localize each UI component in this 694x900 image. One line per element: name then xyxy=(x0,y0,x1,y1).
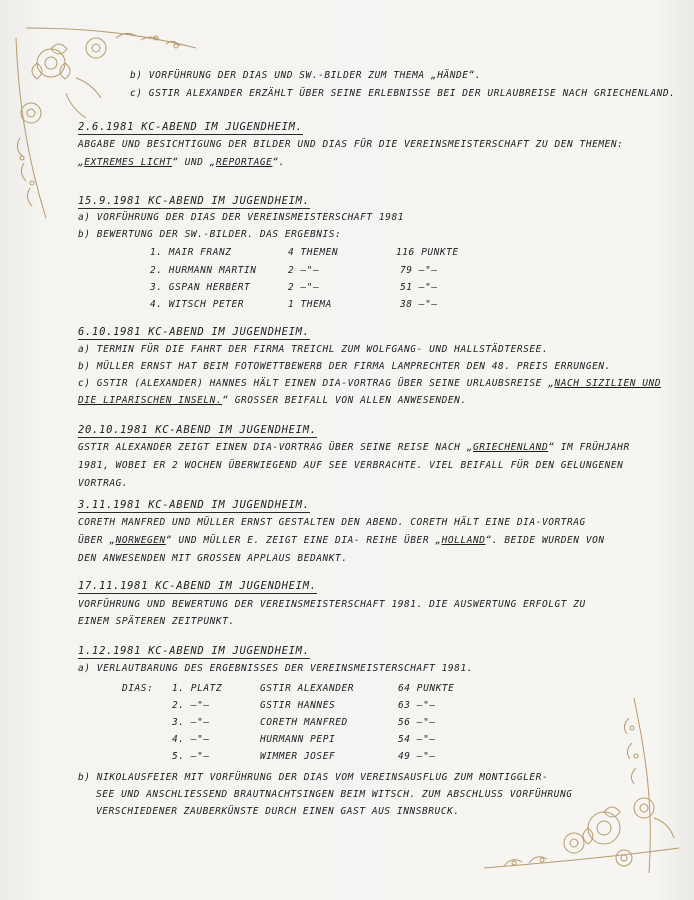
entry-text: “ IM FRÜHJAHR xyxy=(548,442,630,453)
intro-item-b: b) VORFÜHRUNG DER DIAS UND SW.-BILDER ZUM THEMA „HÄNDE“. xyxy=(130,70,482,81)
entry-heading-2-6-1981: 2.6.1981 KC-ABEND IM JUGENDHEIM. xyxy=(78,121,303,133)
entry-text: GSTIR ALEXANDER ZEIGT EINEN DIA-VORTRAG ÜBER SEINE REISE NACH „ xyxy=(78,442,473,453)
quote-mark: “. xyxy=(272,157,285,168)
result-points: 116 PUNKTE xyxy=(396,247,459,258)
quote-mark: „ xyxy=(78,157,85,168)
result-points: 54 –"– xyxy=(398,734,436,745)
result-points: 79 –"– xyxy=(400,265,438,276)
result-rank: 4. WITSCH PETER xyxy=(150,299,245,310)
result-rank: 3. GSPAN HERBERT xyxy=(150,282,251,293)
entry-item-b: b) BEWERTUNG DER SW.-BILDER. DAS ERGEBNIS: xyxy=(78,229,342,240)
entry-item-a: a) VORFÜHRUNG DER DIAS DER VEREINSMEISTERSCHAFT 1981 xyxy=(78,212,405,223)
entry-text: “ UND MÜLLER E. ZEIGT EINE DIA- REIHE ÜBER „ xyxy=(165,535,442,546)
entry-item-c xyxy=(78,378,661,389)
result-place: 1. PLATZ xyxy=(172,683,223,694)
entry-text xyxy=(78,535,605,546)
entry-heading-6-10-1981: 6.10.1981 KC-ABEND IM JUGENDHEIM. xyxy=(78,326,310,338)
result-rank: 2. HURMANN MARTIN xyxy=(150,265,257,276)
intro-item-c: c) GSTIR ALEXANDER ERZÄHLT ÜBER SEINE ERLEBNISSE BEI DER URLAUBREISE NACH GRIECHENLAND. xyxy=(130,88,676,99)
result-name: GSTIR HANNES xyxy=(260,700,336,711)
entry-item-b-cont: VERSCHIEDENER ZAUBERKÜNSTE DURCH EINEN GAST AUS INNSBRUCK. xyxy=(96,806,460,817)
entry-heading-1-12-1981: 1.12.1981 KC-ABEND IM JUGENDHEIM. xyxy=(78,645,310,657)
result-points: 49 –"– xyxy=(398,751,436,762)
result-place: 5. –"– xyxy=(172,751,210,762)
theme-reportage: REPORTAGE xyxy=(215,157,273,168)
entry-text: DEN ANWESENDEN MIT GROSSEN APPLAUS BEDANKT. xyxy=(78,553,348,564)
slideshow-title: HOLLAND xyxy=(441,535,486,546)
result-place: 4. –"– xyxy=(172,734,210,745)
entry-text: “. BEIDE WURDEN VON xyxy=(485,535,605,546)
entry-text: ÜBER „ xyxy=(78,535,116,546)
entry-text: VORFÜHRUNG UND BEWERTUNG DER VEREINSMEISTERSCHAFT 1981. DIE AUSWERTUNG ERFOLGT ZU xyxy=(78,599,586,610)
result-themes: 1 THEMA xyxy=(288,299,332,310)
result-place: 2. –"– xyxy=(172,700,210,711)
result-themes: 4 THEMEN xyxy=(288,247,339,258)
entry-text: “ GROSSER BEIFALL VON ALLEN ANWESENDEN. xyxy=(222,395,467,406)
entry-item-a: a) TERMIN FÜR DIE FAHRT DER FIRMA TREICHL ZUM WOLFGANG- UND HALLSTÄDTERSEE. xyxy=(78,344,549,355)
result-points: 51 –"– xyxy=(400,282,438,293)
result-themes: 2 –"– xyxy=(288,282,320,293)
entry-heading-20-10-1981: 20.10.1981 KC-ABEND IM JUGENDHEIM. xyxy=(78,424,317,436)
entry-item-a: a) VERLAUTBARUNG DES ERGEBNISSES DER VEREINSMEISTERSCHAFT 1981. xyxy=(78,663,473,674)
entry-text xyxy=(78,157,285,168)
entry-heading-15-9-1981: 15.9.1981 KC-ABEND IM JUGENDHEIM. xyxy=(78,195,310,207)
result-name: WIMMER JOSEF xyxy=(260,751,336,762)
result-points: 38 –"– xyxy=(400,299,438,310)
theme-extremes-licht: EXTREMES LICHT xyxy=(84,157,173,168)
entry-item-b: b) NIKOLAUSFEIER MIT VORFÜHRUNG DER DIAS VOM VEREINSAUSFLUG ZUM MONTIGGLER- xyxy=(78,772,549,783)
result-points: 64 PUNKTE xyxy=(398,683,455,694)
floral-corner-top-left-icon xyxy=(6,18,206,218)
entry-text: VORTRAG. xyxy=(78,478,129,489)
trip-title: GRIECHENLAND xyxy=(472,442,549,453)
entry-text: 1981, WOBEI ER 2 WOCHEN ÜBERWIEGEND AUF SEE VERBRACHTE. VIEL BEIFALL FÜR DEN GELUNGENEN xyxy=(78,460,624,471)
slideshow-title: NORWEGEN xyxy=(115,535,166,546)
entry-item-b: b) MÜLLER ERNST HAT BEIM FOTOWETTBEWERB DER FIRMA LAMPRECHTER DEN 48. PREIS ERRUNGEN. xyxy=(78,361,611,372)
entry-text: CORETH MANFRED UND MÜLLER ERNST GESTALTEN DEN ABEND. CORETH HÄLT EINE DIA-VORTRAG xyxy=(78,517,586,528)
entry-heading-17-11-1981: 17.11.1981 KC-ABEND IM JUGENDHEIM. xyxy=(78,580,317,592)
trip-title: DIE LIPARISCHEN INSELN. xyxy=(78,395,223,406)
floral-corner-bottom-right-icon xyxy=(484,698,684,878)
result-points: 63 –"– xyxy=(398,700,436,711)
entry-heading-3-11-1981: 3.11.1981 KC-ABEND IM JUGENDHEIM. xyxy=(78,499,310,511)
result-name: GSTIR ALEXANDER xyxy=(260,683,355,694)
entry-text: EINEM SPÄTEREN ZEITPUNKT. xyxy=(78,616,235,627)
entry-item-c-cont xyxy=(78,395,467,406)
entry-text: c) GSTIR (ALEXANDER) HANNES HÄLT EINEN DIA-VORTRAG ÜBER SEINE URLAUBSREISE „ xyxy=(78,378,555,389)
result-points: 56 –"– xyxy=(398,717,436,728)
entry-item-b-cont: SEE UND ANSCHLIESSEND BRAUTNACHTSINGEN BEIM WITSCH. ZUM ABSCHLUSS VORFÜHRUNG xyxy=(96,789,573,800)
entry-text: ABGABE UND BESICHTIGUNG DER BILDER UND DIAS FÜR DIE VEREINSMEISTERSCHAFT ZU DEN THEMEN: xyxy=(78,139,624,150)
result-themes: 2 –"– xyxy=(288,265,320,276)
trip-title: NACH SIZILIEN UND xyxy=(554,378,662,389)
result-name: HURMANN PEPI xyxy=(260,734,336,745)
connector-text: “ UND „ xyxy=(172,157,216,168)
result-place: 3. –"– xyxy=(172,717,210,728)
result-rank: 1. MAIR FRANZ xyxy=(150,247,232,258)
entry-text xyxy=(78,442,630,453)
result-name: CORETH MANFRED xyxy=(260,717,348,728)
dias-label: DIAS: xyxy=(122,683,154,694)
